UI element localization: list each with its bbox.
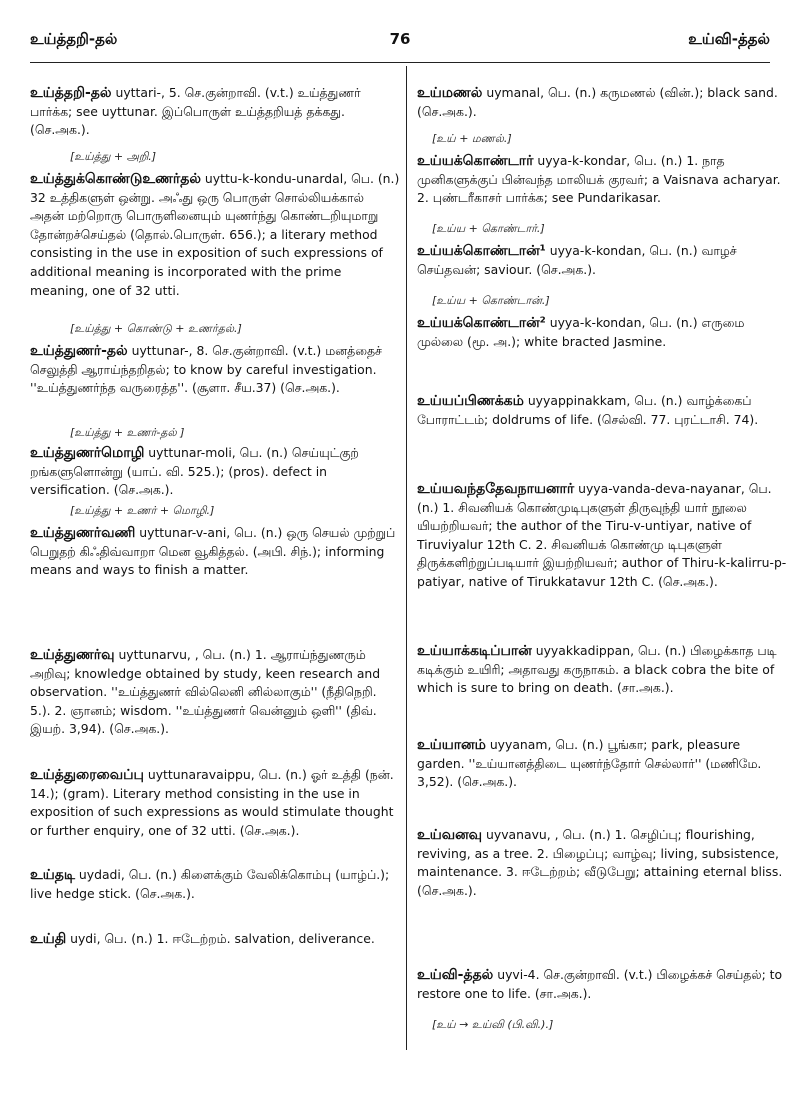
entry-etymology: [உய்ய + கொண்டார்.] bbox=[432, 222, 545, 235]
entry-body: uydi, பெ. (n.) 1. ஈடேற்றம். salvation, deliverance. bbox=[66, 931, 375, 946]
entry-headword: உய்த்துக்கொண்டுஉணர்தல் bbox=[30, 171, 201, 187]
dictionary-entry bbox=[30, 930, 400, 949]
dictionary-entry bbox=[417, 152, 787, 208]
entry-body: uyya-k-kondan, பெ. (n.) வாழச் செய்தவன்; saviour. (செ.அக.). bbox=[417, 243, 737, 277]
dictionary-entry bbox=[30, 342, 400, 398]
entry-headword: உய்த்துணர்வணி bbox=[30, 525, 136, 541]
entry-body: uyyappinakkam, பெ. (n.) வாழ்க்கைப் போராட்டம்; doldrums of life. (செல்வி. 77. புரட்டாசி. 74). bbox=[417, 393, 759, 427]
entry-body: uyvi-4. செ.குன்றாவி. (v.t.) பிழைக்கச் செய்தல்; to restore one to life. (சா.அக.). bbox=[417, 967, 783, 1001]
entry-headword: உய்யாக்கடிப்பான் bbox=[417, 643, 532, 659]
entry-etymology: [உய் → உய்வி (பி.வி.).] bbox=[432, 1018, 554, 1031]
entry-body: uymanal, பெ. (n.) கருமணல் (வின்.); black sand. (செ.அக.). bbox=[417, 85, 778, 119]
entry-etymology: [உய் + மணல்.] bbox=[432, 132, 512, 145]
entry-body: uyttunar-, 8. செ.குன்றாவி. (v.t.) மனத்தைச் செலுத்தி ஆராய்ந்தறிதல்; to know by careful investigation. ''உய்த்துணர்ந்த வருரைத்த''. (சூளா. சீய.37) (செ.அக.). bbox=[30, 343, 382, 396]
dictionary-entry bbox=[417, 966, 787, 1003]
dictionary-entry bbox=[30, 646, 400, 739]
entry-etymology: [உய்த்து + கொண்டு + உணர்தல்.] bbox=[70, 322, 242, 335]
entry-body: uyttari-, 5. செ.குன்றாவி. (v.t.) உய்த்துணர் பார்க்க; see uyttunar. இப்பொருள் உய்த்தறியத் தக்கது. (செ.அக.). bbox=[30, 85, 361, 138]
entry-body: uyya-k-kondan, பெ. (n.) எருமை முல்லை (மூ. அ.); white bracted Jasmine. bbox=[417, 315, 745, 349]
entry-headword: உய்த்துணர்மொழி bbox=[30, 445, 145, 461]
entry-body: uyyanam, பெ. (n.) பூங்கா; park, pleasure garden. ''உய்யானத்திடை யுணர்ந்தோர் செல்லார்'' (மணிமே. 3,52). (செ.அக.). bbox=[417, 737, 762, 790]
entry-headword: உய்தி bbox=[30, 931, 67, 947]
entry-headword: உய்த்துரைவைப்பு bbox=[30, 767, 144, 783]
entry-headword: உய்த்துணர்வு bbox=[30, 647, 115, 663]
entry-body: uyttu-k-kondu-unardal, பெ. (n.) 32 உத்திகளுள் ஒன்று. அஃது ஒரு பொருள் சொல்லியக்கால் அதன் மற்றொரு பொருளினையும் யுணர்ந்து கொண்டறியுமாறு தோன்றச்செய்தல் (தொல்.பொருள். 656.); a literary method consisting in the use in exposition of such expressions of additional meaning is incorporated with the prime meaning, one of 32 utti. bbox=[30, 171, 400, 298]
dictionary-entry bbox=[30, 524, 400, 580]
running-head bbox=[30, 30, 770, 54]
page-number: 76 bbox=[389, 30, 411, 48]
entry-body: uyya-k-kondar, பெ. (n.) 1. நாத முனிகளுக்குப் பின்வந்த மாலியக் குரவர்; a Vaisnava acharyar. 2. புண்டரீகாசர் பார்க்க; see Pundarikasar. bbox=[417, 153, 781, 206]
entry-headword: உய்யானம் bbox=[417, 737, 486, 753]
entry-headword: உய்வனவு bbox=[417, 827, 483, 843]
entry-headword: உய்யவந்ததேவநாயனார் bbox=[417, 481, 575, 497]
dictionary-entry bbox=[417, 392, 787, 429]
entry-headword: உய்மணல் bbox=[417, 85, 483, 101]
entry-body: uyttunar-v-ani, பெ. (n.) ஒரு செயல் முற்றுப் பெறுதற் கிஃதிவ்வாறா மென வூகித்தல். (அபி. சிந்.); informing means and ways to finish a matter. bbox=[30, 525, 396, 578]
entry-headword: உய்யக்கொண்டான்² bbox=[417, 315, 546, 331]
entry-body: uyvanavu, , பெ. (n.) 1. செழிப்பு; flourishing, reviving, as a tree. 2. பிழைப்பு; வாழ்வு; living, subsistence, maintenance. 3. ஈடேற்றம்; வீடுபேறு; attaining eternal bliss. (செ.அக.). bbox=[417, 827, 783, 898]
entry-body: uyttunaravaippu, பெ. (n.) ஓர் உத்தி (நன். 14.); (gram). Literary method consisting in the use in exposition of such expressions as would stimulate thought or further enquiry, one of 32 utti. (செ.அக.). bbox=[30, 767, 394, 838]
entry-etymology: [உய்த்து + உணர்-தல் ] bbox=[70, 426, 185, 439]
dictionary-entry bbox=[417, 642, 787, 698]
dictionary-entry bbox=[417, 314, 787, 351]
dictionary-entry bbox=[30, 444, 400, 500]
entry-etymology: [உய்த்து + அறி.] bbox=[70, 150, 157, 163]
dictionary-entry bbox=[417, 242, 787, 279]
header-rule bbox=[30, 62, 770, 63]
entry-headword: உய்யப்பிணக்கம் bbox=[417, 393, 524, 409]
dictionary-entry bbox=[417, 736, 787, 792]
dictionary-entry bbox=[30, 766, 400, 840]
entry-headword: உய்த்துணர்-தல் bbox=[30, 343, 128, 359]
entry-body: uydadi, பெ. (n.) கிளைக்கும் வேலிக்கொம்பு (யாழ்ப்.); live hedge stick. (செ.அக.). bbox=[30, 867, 390, 901]
running-head-last-entry: உய்வி-த்தல் bbox=[688, 30, 770, 48]
column-divider bbox=[406, 66, 407, 1050]
entry-headword: உய்வி-த்தல் bbox=[417, 967, 494, 983]
dictionary-entry bbox=[30, 170, 400, 300]
entry-body: uyttunarvu, , பெ. (n.) 1. ஆராய்ந்துணரும் அறிவு; knowledge obtained by study, keen research and observation. ''உய்த்துணர் வில்லெனி னில்லாகும்'' (நீதிநெறி. 5.). 2. ஞானம்; wisdom. ''உய்த்துணர் வென்னும் ஒளி'' (திவ். இயற். 3,94). (செ.அக.). bbox=[30, 647, 381, 737]
entry-headword: உய்யக்கொண்டார் bbox=[417, 153, 534, 169]
entry-body: uyyakkadippan, பெ. (n.) பிழைக்காத படி கடிக்கும் உயிரி; அதாவது கருநாகம். a black cobra the bite of which is sure to bring on death. (சா.அக.). bbox=[417, 643, 777, 696]
entry-etymology: [உய்ய + கொண்டான்.] bbox=[432, 294, 550, 307]
entry-headword: உய்த்தறி-தல் bbox=[30, 85, 112, 101]
entry-headword: உய்தடி bbox=[30, 867, 75, 883]
dictionary-entry bbox=[30, 866, 400, 903]
entry-etymology: [உய்த்து + உணர் + மொழி.] bbox=[70, 504, 215, 517]
dictionary-entry bbox=[30, 84, 400, 140]
entry-body: uyya-vanda-deva-nayanar, பெ. (n.) 1. சிவனியக் கொண்முடிபுகளுள் திருவுந்தி யார் நூலை யியற்றியவர்; the author of the Tiru-v-untiyar, native of Tiruviyalur 12th C. 2. சிவனியக் கொண்மு டிபுகளுள் திருக்களிற்றுப்படியார் இயற்றியவர்; author of Thiru-k-kalirru-p-patiyar, native of Tirukkatavur 12th C. (செ.அக.). bbox=[417, 481, 787, 589]
dictionary-entry bbox=[417, 826, 787, 900]
dictionary-entry bbox=[417, 480, 787, 592]
dictionary-entry bbox=[417, 84, 787, 121]
entry-body: uyttunar-moli, பெ. (n.) செய்யுட்குற் றங்களுளொன்று (யாப். வி. 525.); (pros). defect in versification. (செ.அக.). bbox=[30, 445, 359, 498]
entry-headword: உய்யக்கொண்டான்¹ bbox=[417, 243, 546, 259]
running-head-first-entry: உய்த்தறி-தல் bbox=[30, 30, 118, 48]
